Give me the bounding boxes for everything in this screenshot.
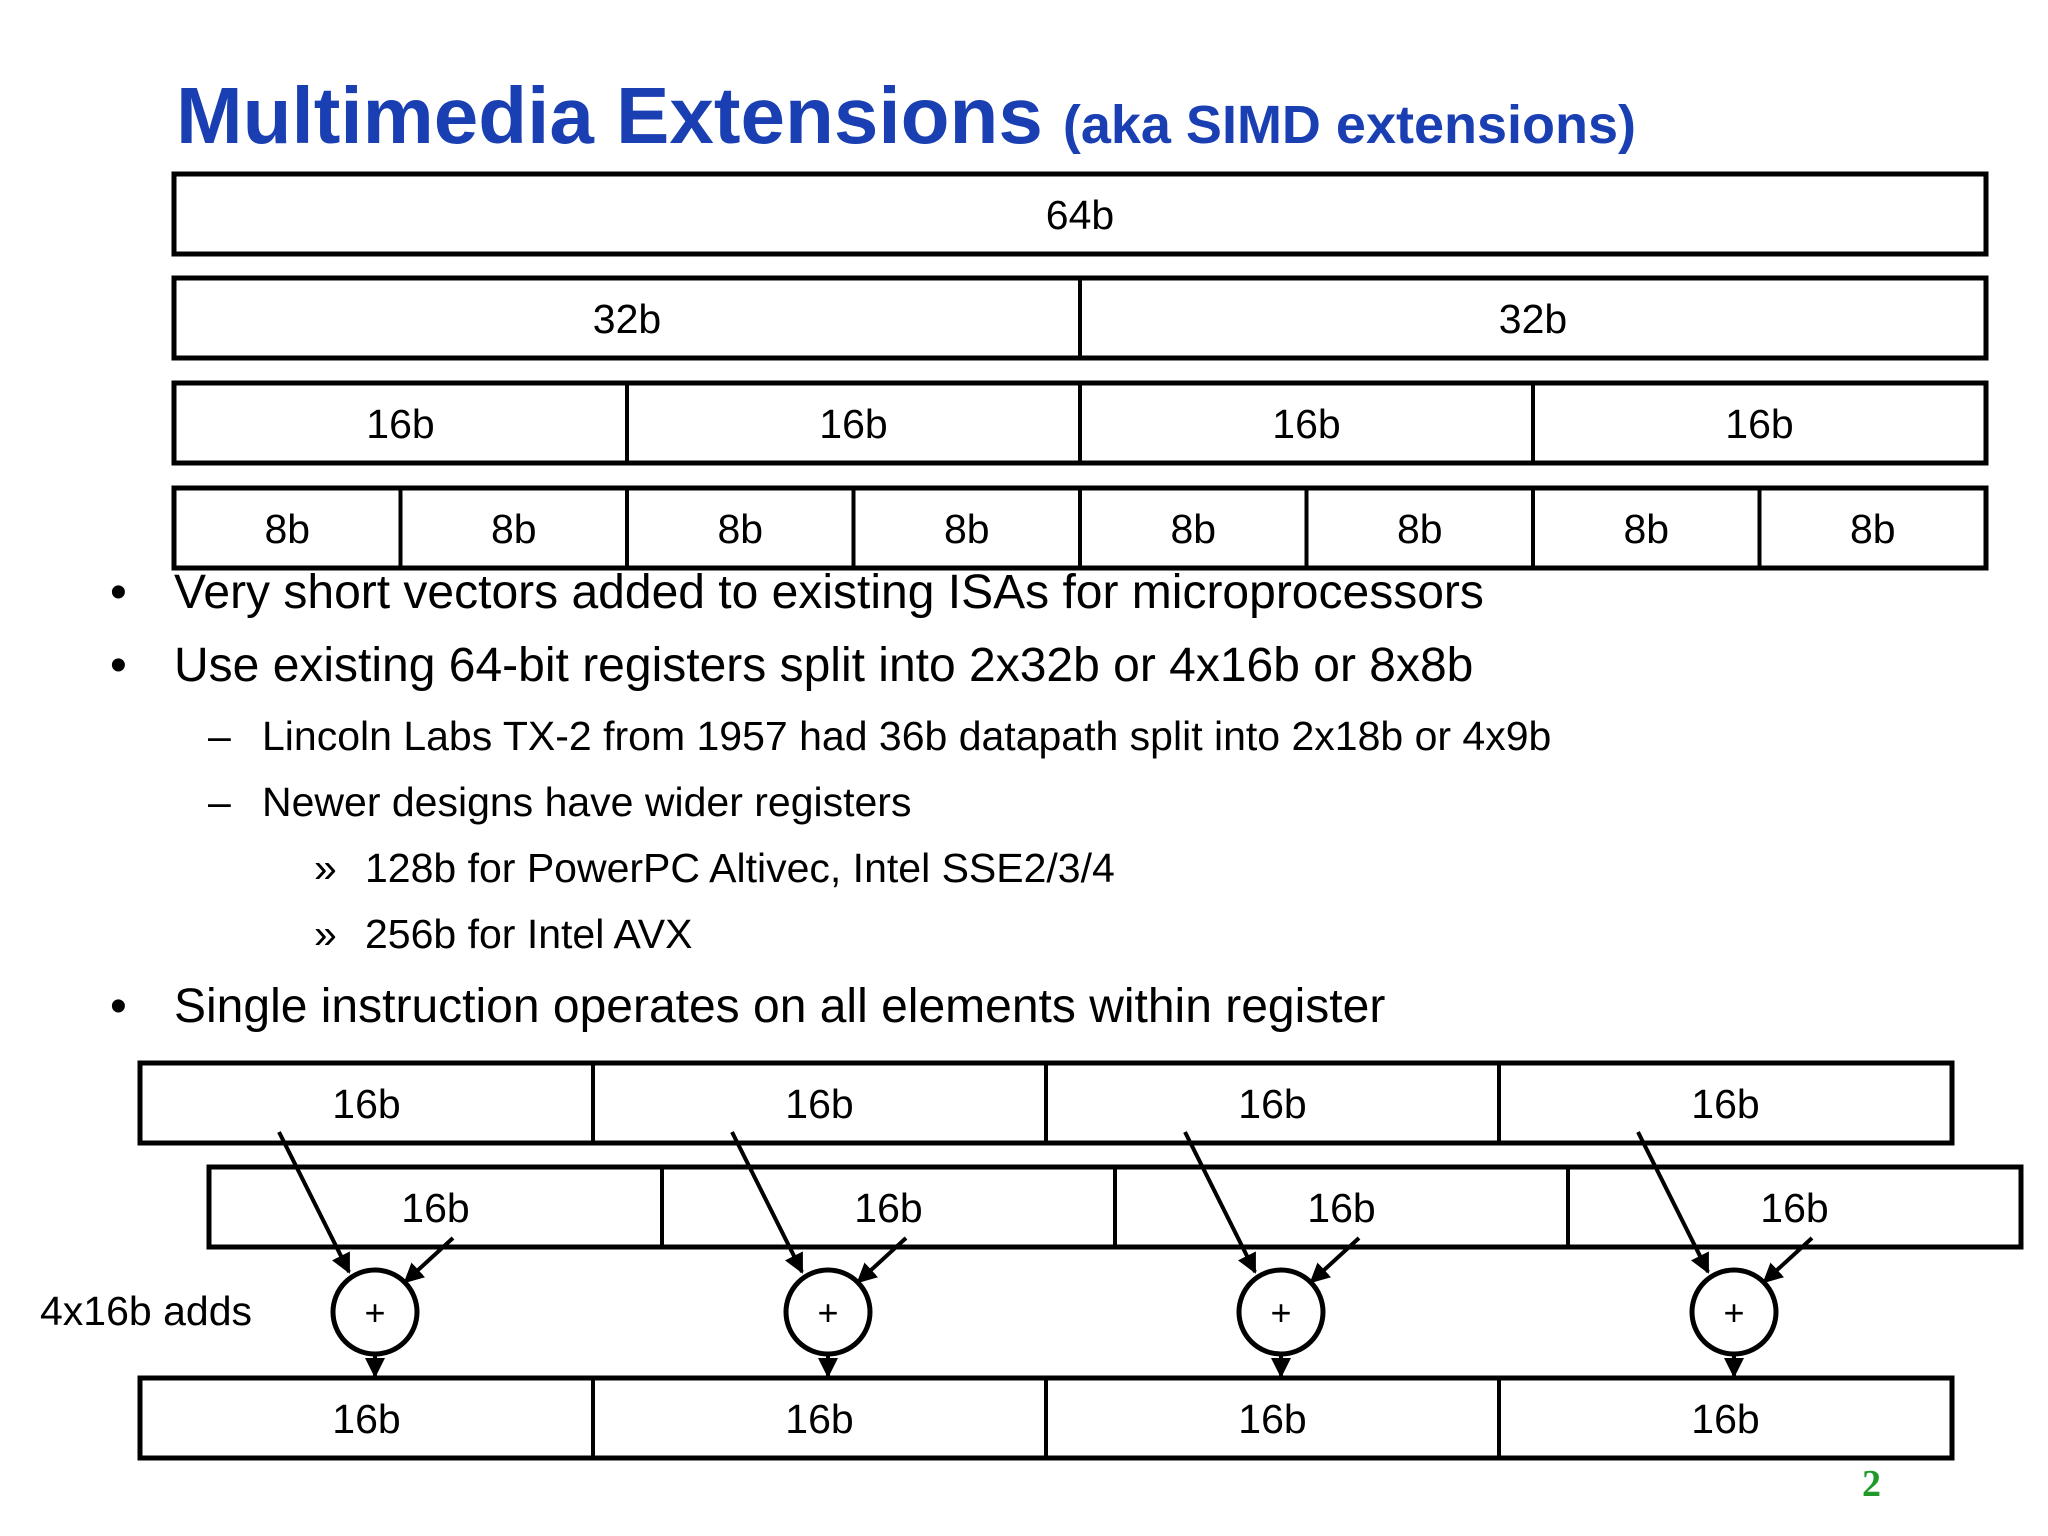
bullet-marker: • <box>110 639 127 692</box>
lane-label: 16b <box>1238 1080 1307 1127</box>
lane-label: 8b <box>264 505 311 552</box>
lane-label: 16b <box>1760 1184 1829 1231</box>
register-2x32b <box>174 278 1986 358</box>
bullet-marker: – <box>208 713 231 759</box>
bullet-marker: » <box>314 911 337 957</box>
title-main: Multimedia Extensions <box>176 71 1043 160</box>
plus-operator: + <box>1270 1292 1292 1333</box>
lane-label: 8b <box>1623 505 1670 552</box>
lane-label: 32b <box>1498 295 1568 342</box>
title-subtitle: (aka SIMD extensions) <box>1062 95 1637 155</box>
lane-label: 8b <box>1170 505 1217 552</box>
bullet-text-level-1: Very short vectors added to existing ISAs for microprocessors <box>174 566 1484 619</box>
result-register <box>140 1378 1952 1458</box>
bullet-text-level-2: Lincoln Labs TX-2 from 1957 had 36b datapath split into 2x18b or 4x9b <box>262 713 1552 759</box>
register-4x16b <box>174 383 1986 463</box>
lane-label: 8b <box>490 505 537 552</box>
lane-label: 16b <box>785 1395 854 1442</box>
register-layouts <box>174 174 1986 568</box>
lane-label: 16b <box>366 400 435 447</box>
lane-label: 16b <box>1691 1395 1760 1442</box>
lane-label: 8b <box>943 505 990 552</box>
simd-add-diagram <box>140 1063 2021 1458</box>
lane-label: 8b <box>717 505 764 552</box>
lane-label: 16b <box>1238 1395 1307 1442</box>
lane-label: 32b <box>592 295 662 342</box>
lane-label: 16b <box>332 1395 401 1442</box>
plus-operator: + <box>364 1292 386 1333</box>
plus-operator: + <box>1723 1292 1745 1333</box>
lane-label: 8b <box>1849 505 1896 552</box>
plus-operator: + <box>817 1292 839 1333</box>
bullet-text-level-1: Use existing 64-bit registers split into 2x32b or 4x16b or 8x8b <box>174 639 1474 692</box>
register-64b <box>174 174 1986 254</box>
bullet-marker: • <box>110 980 127 1033</box>
input-a-arrow <box>1185 1132 1255 1272</box>
simd-add-label: 4x16b adds <box>40 1288 253 1334</box>
bullet-text-level-1: Single instruction operates on all elements within register <box>174 980 1386 1033</box>
input-a-arrow <box>732 1132 802 1272</box>
page-number: 2 <box>1862 1463 1881 1505</box>
bullet-text-level-3: 256b for Intel AVX <box>365 911 693 957</box>
bullet-marker: » <box>314 845 337 891</box>
register-8x8b <box>174 488 1986 568</box>
lane-label: 16b <box>854 1184 923 1231</box>
lane-label: 16b <box>401 1184 470 1231</box>
lane-label: 16b <box>785 1080 854 1127</box>
bullet-marker: • <box>110 566 127 619</box>
lane-label: 16b <box>1691 1080 1760 1127</box>
bullet-text-level-2: Newer designs have wider registers <box>262 779 912 825</box>
lane-label: 16b <box>1725 400 1794 447</box>
lane-label: 16b <box>332 1080 401 1127</box>
lane-label: 16b <box>819 400 888 447</box>
operand-b-register <box>209 1167 2021 1247</box>
lane-label: 64b <box>1045 191 1115 238</box>
input-a-arrow <box>279 1132 349 1272</box>
lane-label: 16b <box>1272 400 1341 447</box>
lane-label: 8b <box>1396 505 1443 552</box>
bullet-text-level-3: 128b for PowerPC Altivec, Intel SSE2/3/4 <box>365 845 1115 891</box>
bullet-marker: – <box>208 779 231 825</box>
input-a-arrow <box>1638 1132 1708 1272</box>
lane-label: 16b <box>1307 1184 1376 1231</box>
operand-a-register <box>140 1063 1952 1143</box>
